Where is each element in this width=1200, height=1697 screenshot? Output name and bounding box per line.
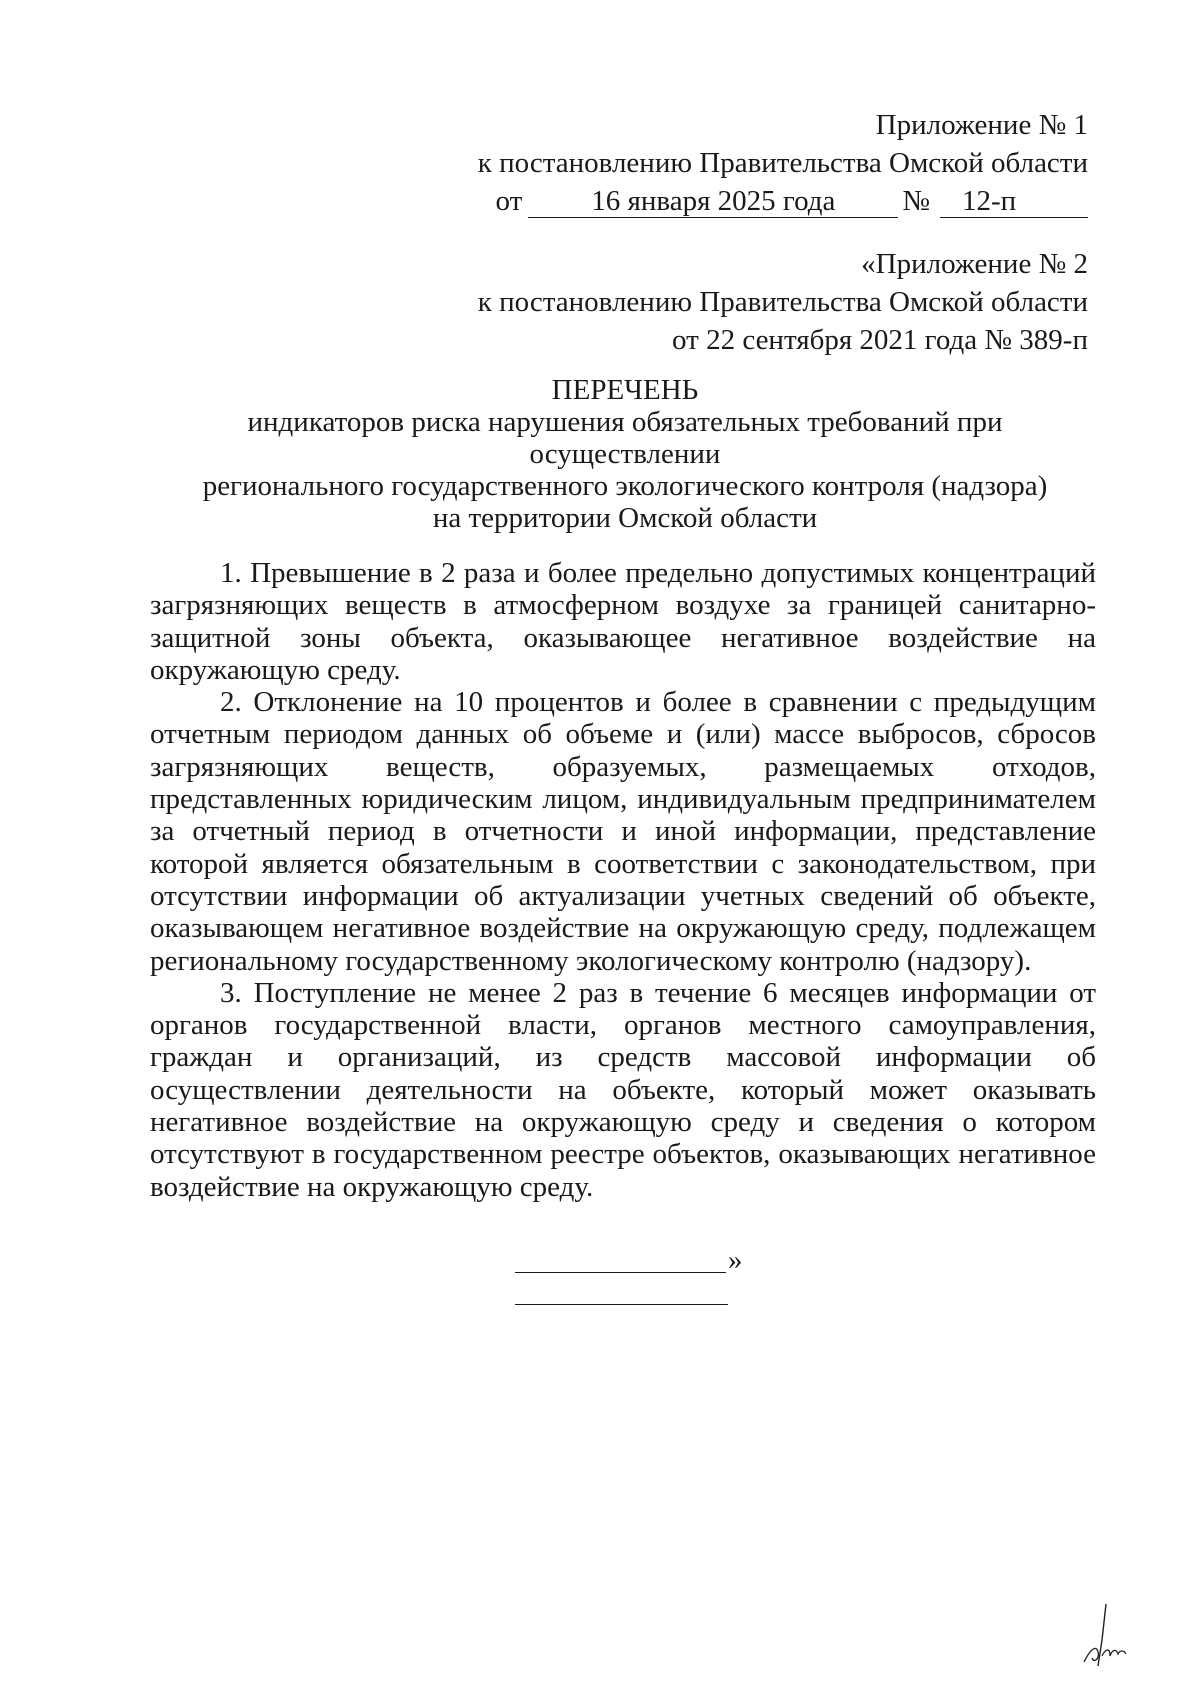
end-divider [515,1304,728,1305]
list-item: 3. Поступление не менее 2 раз в течение 6 месяцев информации от органов государственной власти, органов местного самоуправления, граждан и организаций, из средств массовой информации об осуществлении деятельности на объекте, который может оказывать негативное воздействие на окружающую среду и сведения о котором отсутствуют в государственном реестре объектов, оказывающих негативное воздействие на окружающую среду. [150,976,1096,1203]
attachment-2-title: «Приложение № 2 [861,248,1088,280]
attachment-1-resolution-ref: к постановлению Правительства Омской области [477,147,1088,179]
document-subtitle-line: регионального государственного экологического контроля (надзора) [202,470,1048,502]
document-subtitle-line: на территории Омской области [432,502,818,534]
document-heading [150,374,1100,534]
number-label: № [902,185,930,217]
document-title: ПЕРЕЧЕНЬ [551,374,699,406]
indicator-list [150,557,1096,1203]
list-item: 2. Отклонение на 10 процентов и более в сравнении с предыдущим отчетным периодом данных об объеме и (или) массе выбросов, сбросов загрязняющих веществ, образуемых, размещаемых отходов, представленных юридическим лицом, индивидуальным предпринимателем за отчетный период в отчетности и иной информации, представление которой является обязательным в соответствии с законодательством, при отсутствии информации об актуализации учетных сведений об объекте, оказывающем негативное воздействие на окружающую среду, подлежащем региональному государственному экологическому контролю (надзору). [150,686,1096,977]
attachment-2-header [478,245,1088,359]
attachment-1-title: Приложение № 1 [875,109,1088,141]
attachment-2-date-line: от 22 сентября 2021 года № 389-п [672,324,1088,356]
resolution-number: 12-п [940,185,1088,218]
closing-quote: » [728,1244,743,1276]
closing-divider [515,1272,726,1273]
attachment-2-resolution-ref: к постановлению Правительства Омской области [477,286,1088,318]
resolution-date: 16 января 2025 года [528,185,898,218]
list-item: 1. Превышение в 2 раза и более предельно допустимых концентраций загрязняющих веществ в атмосферном воздухе за границей санитарно-защитной зоны объекта, оказывающее негативное воздействие на окружающую среду. [150,557,1096,686]
document-subtitle-line: индикаторов риска нарушения обязательных требований при осуществлении [247,406,1003,470]
closing-lines [515,1244,755,1312]
attachment-1-header [478,106,1088,220]
attachment-1-date-line [478,182,1088,220]
initials-signature [1076,1600,1136,1670]
date-label: от [495,185,523,217]
